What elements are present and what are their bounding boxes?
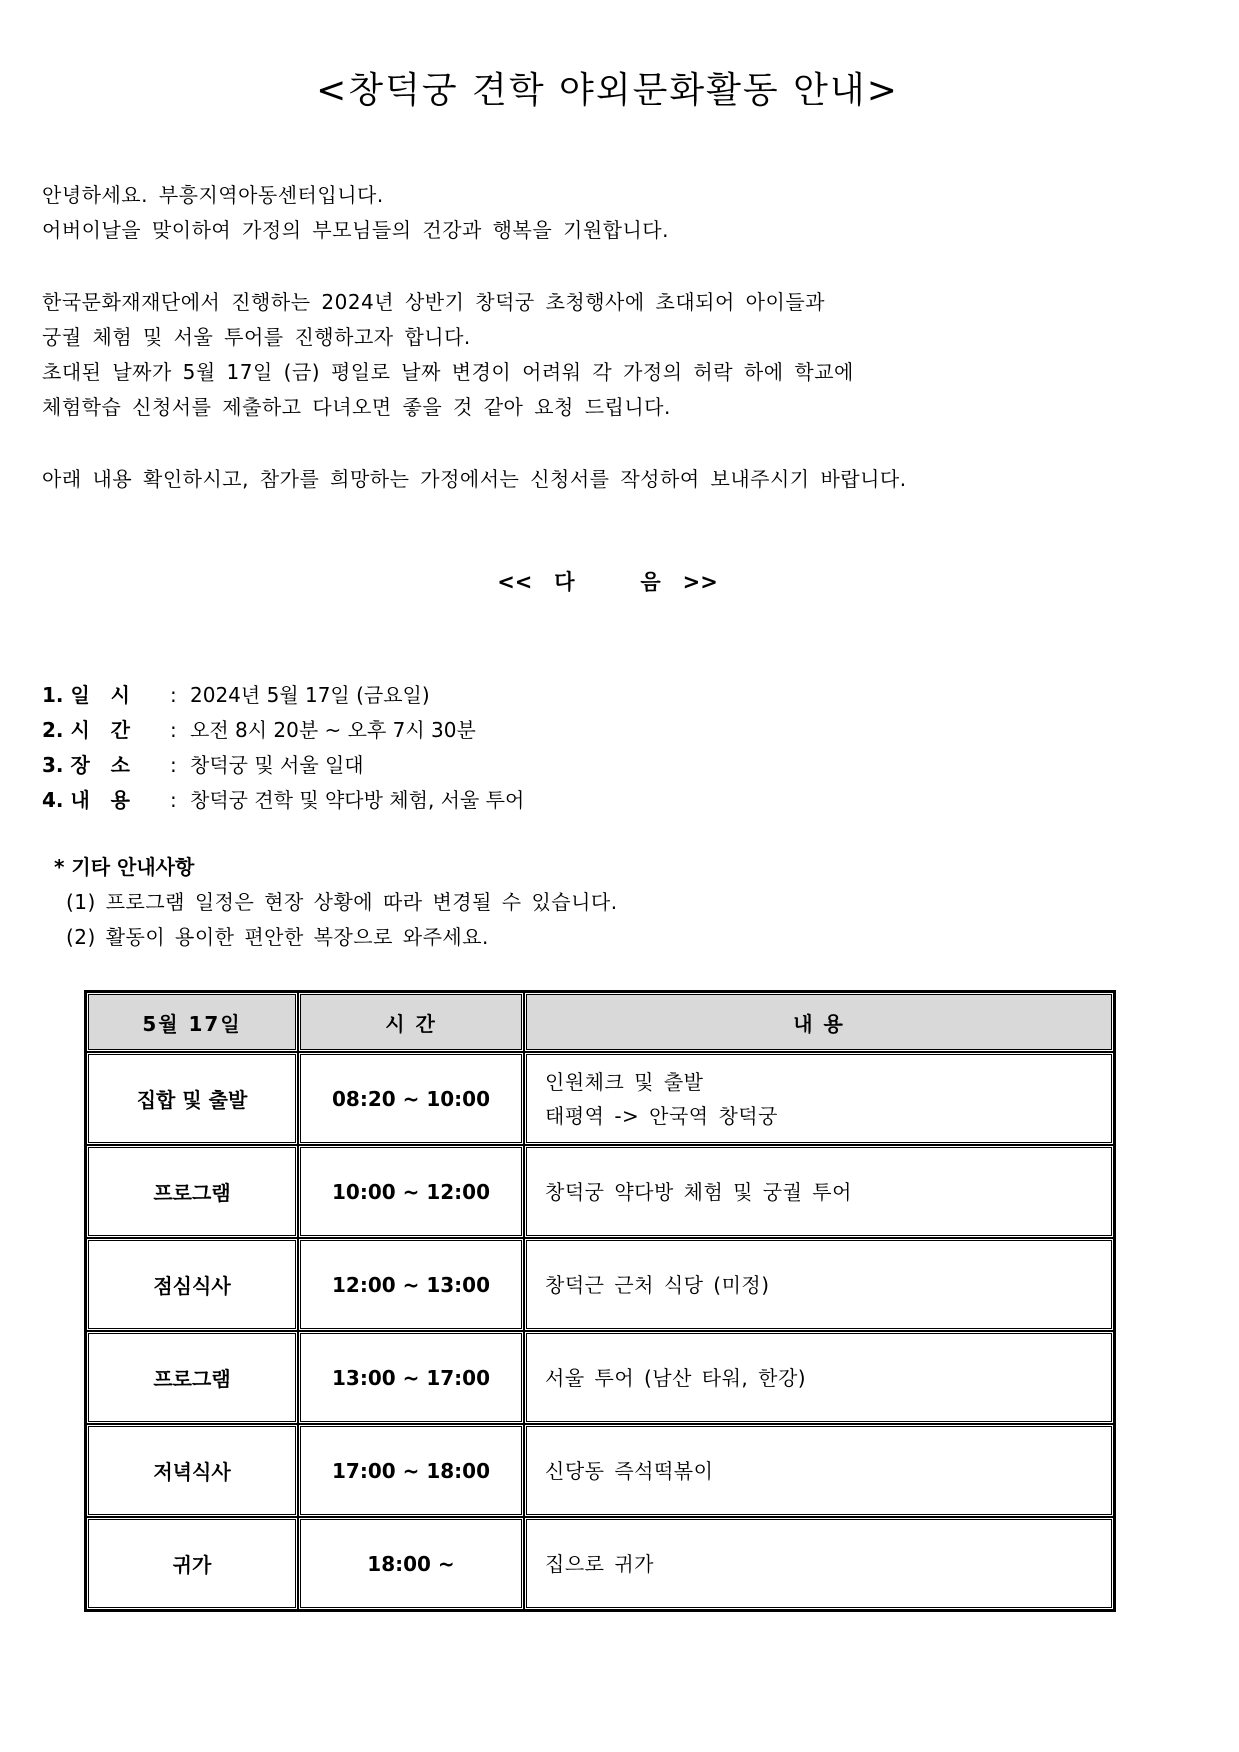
detail-separator: :: [170, 788, 177, 812]
detail-row-place: [42, 748, 524, 783]
detail-value: 오전 8시 20분 ~ 오후 7시 30분: [190, 718, 476, 742]
time-cell: 18:00 ~: [298, 1517, 524, 1610]
content-line: 창덕궁 약다방 체험 및 궁궐 투어: [545, 1179, 852, 1204]
table-row: [86, 1517, 1114, 1610]
page-title: <창덕궁 견학 야외문화활동 안내>: [316, 70, 899, 111]
content-cell: [524, 1331, 1114, 1424]
greeting-line: 어버이날을 맞이하여 가정의 부모님들의 건강과 행복을 기원합니다.: [42, 218, 669, 242]
detail-row-time: [42, 713, 524, 748]
content-cell: [524, 1145, 1114, 1238]
table-row: [86, 1424, 1114, 1517]
detail-separator: :: [170, 753, 177, 777]
note-item: (2) 활동이 용이한 편안한 복장으로 와주세요.: [66, 925, 489, 949]
notes-title: * 기타 안내사항: [54, 855, 195, 879]
detail-value: 2024년 5월 17일 (금요일): [190, 683, 430, 707]
detail-label: 2. 시 간: [42, 718, 131, 742]
schedule-table: [84, 990, 1116, 1612]
header-content: 내 용: [524, 992, 1114, 1052]
header-date: 5월 17일: [86, 992, 298, 1052]
note-item: (1) 프로그램 일정은 현장 상황에 따라 변경될 수 있습니다.: [66, 890, 618, 914]
detail-value: 창덕궁 및 서울 일대: [190, 753, 364, 777]
content-line: 서울 투어 (남산 타워, 한강): [545, 1365, 807, 1390]
next-heading: << 다 음 >>: [497, 570, 718, 594]
table-row: [86, 1052, 1114, 1145]
detail-row-date: [42, 678, 524, 713]
body-line: 궁궐 체험 및 서울 투어를 진행하고자 합니다.: [42, 325, 471, 349]
content-line: 창덕근 근처 식당 (미정): [545, 1272, 770, 1297]
activity-cell: 점심식사: [86, 1238, 298, 1331]
content-line: 집으로 귀가: [545, 1551, 654, 1576]
body-line: 한국문화재재단에서 진행하는 2024년 상반기 창덕궁 초청행사에 초대되어 아이들과: [42, 290, 825, 314]
time-cell: 12:00 ~ 13:00: [298, 1238, 524, 1331]
table-row: [86, 1331, 1114, 1424]
activity-cell: 저녁식사: [86, 1424, 298, 1517]
detail-value: 창덕궁 견학 및 약다방 체험, 서울 투어: [190, 788, 525, 812]
activity-cell: 프로그램: [86, 1145, 298, 1238]
activity-cell: 집합 및 출발: [86, 1052, 298, 1145]
content-line: 인원체크 및 출발: [545, 1069, 704, 1094]
activity-cell: 프로그램: [86, 1331, 298, 1424]
detail-separator: :: [170, 683, 177, 707]
event-details: [42, 678, 524, 818]
time-cell: 17:00 ~ 18:00: [298, 1424, 524, 1517]
notes-section: [54, 850, 618, 955]
body-line: 초대된 날짜가 5월 17일 (금) 평일로 날짜 변경이 어려워 각 가정의 허락 하에 학교에: [42, 360, 854, 384]
table-header-row: [86, 992, 1114, 1052]
greeting-line: 안녕하세요. 부흥지역아동센터입니다.: [42, 183, 384, 207]
content-cell: [524, 1517, 1114, 1610]
detail-label: 4. 내 용: [42, 788, 131, 812]
content-line: 신당동 즉석떡볶이: [545, 1458, 714, 1483]
greeting-paragraph: [42, 178, 669, 248]
detail-label: 1. 일 시: [42, 683, 131, 707]
content-line: 태평역 -> 안국역 창덕궁: [545, 1103, 778, 1128]
body-paragraph: [42, 285, 854, 425]
time-cell: 10:00 ~ 12:00: [298, 1145, 524, 1238]
table-row: [86, 1238, 1114, 1331]
content-cell: [524, 1424, 1114, 1517]
table-row: [86, 1145, 1114, 1238]
detail-separator: :: [170, 718, 177, 742]
body-line: 체험학습 신청서를 제출하고 다녀오면 좋을 것 같아 요청 드립니다.: [42, 395, 671, 419]
time-cell: 13:00 ~ 17:00: [298, 1331, 524, 1424]
time-cell: 08:20 ~ 10:00: [298, 1052, 524, 1145]
header-time: 시 간: [298, 992, 524, 1052]
request-paragraph: [42, 462, 907, 497]
detail-row-content: [42, 783, 524, 818]
content-cell: [524, 1238, 1114, 1331]
content-cell: [524, 1052, 1114, 1145]
detail-label: 3. 장 소: [42, 753, 131, 777]
activity-cell: 귀가: [86, 1517, 298, 1610]
request-line: 아래 내용 확인하시고, 참가를 희망하는 가정에서는 신청서를 작성하여 보내주시기 바랍니다.: [42, 467, 907, 491]
